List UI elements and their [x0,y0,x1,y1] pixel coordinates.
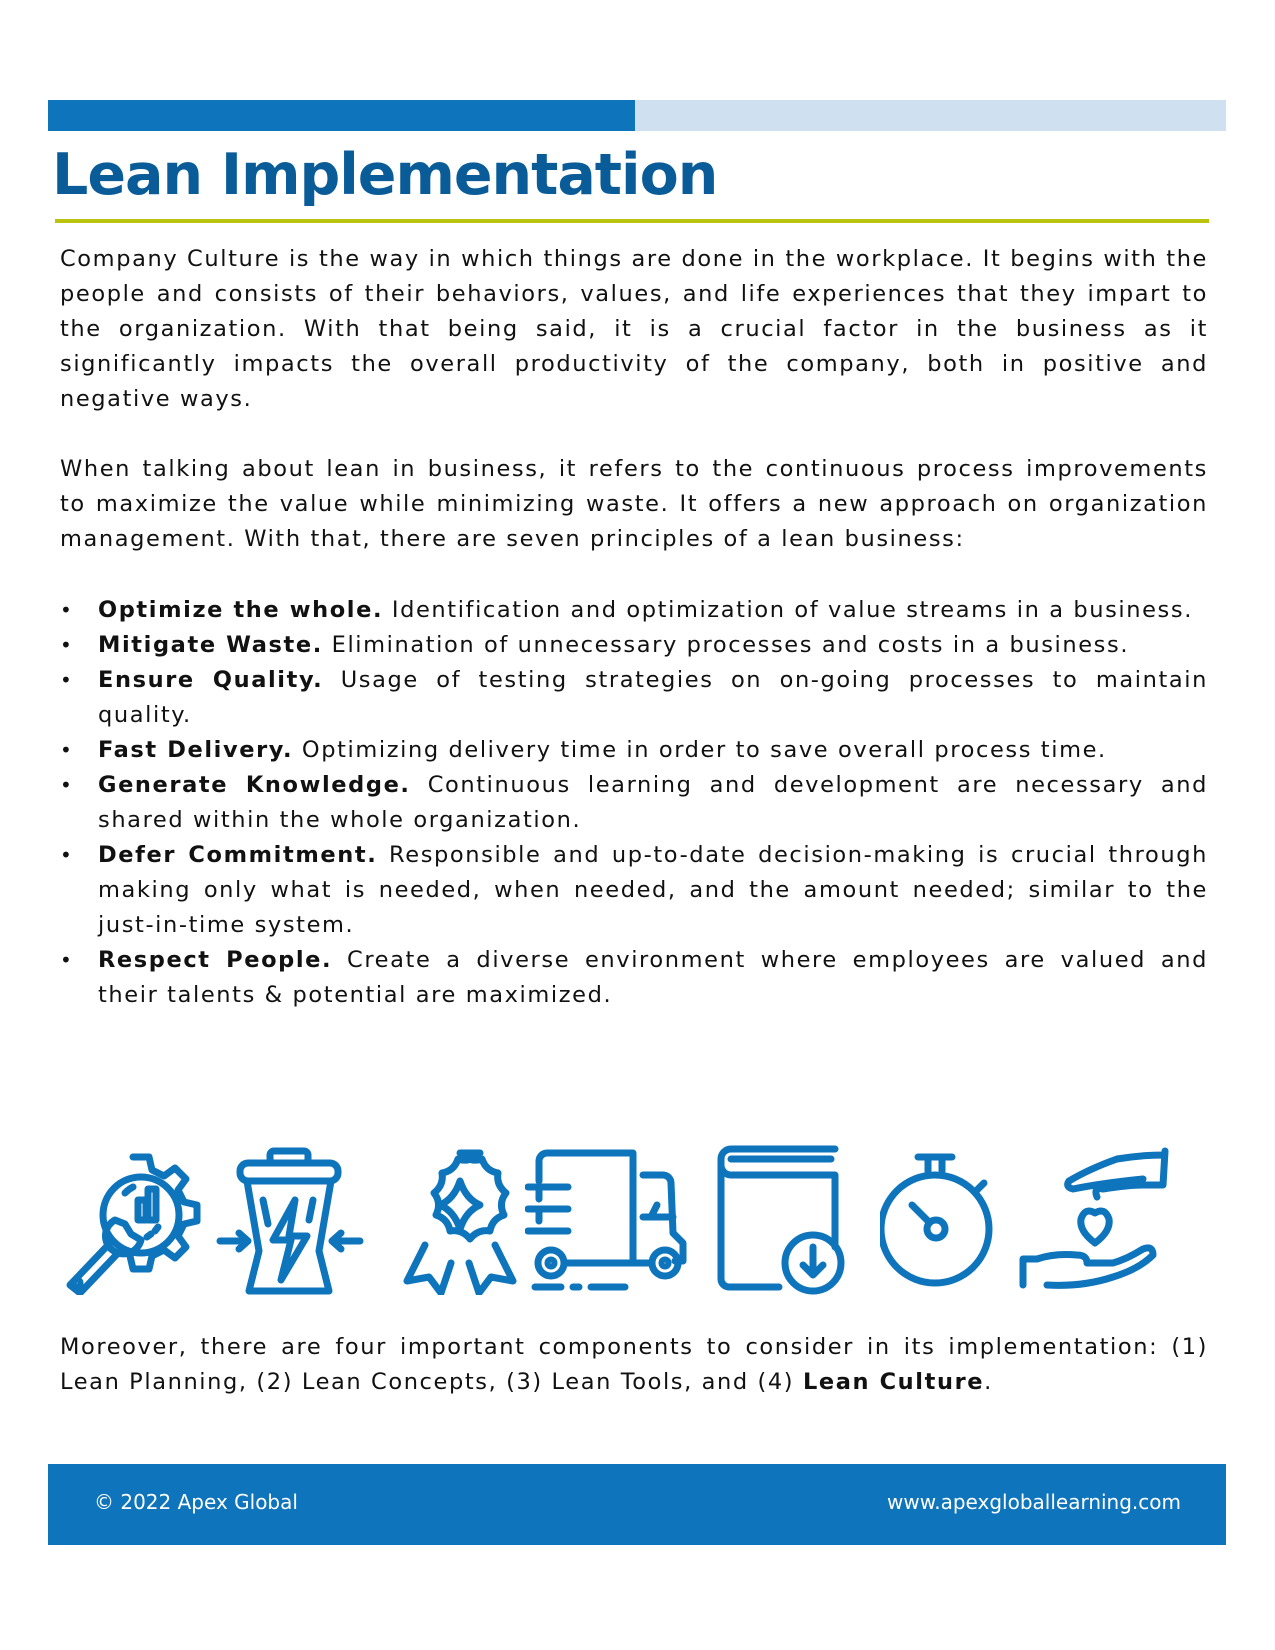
principle-text: Create a diverse environment where employees are valued and their talents & potential are maximized. [98,947,1208,1008]
delivery-truck-icon [525,1145,695,1295]
principle-title: Generate Knowledge. [98,772,411,798]
principles-list [60,593,1208,1013]
gear-wrench-chart-icon [55,1145,205,1295]
header-accent-bar-dark [48,100,635,131]
principle-item [60,663,1208,733]
intro-paragraph-culture: Company Culture is the way in which things are done in the workplace. It begins with the people and consists of their behaviors, values, and life experiences that they impart to the organization. With that being said, it is a crucial factor in the business as it significantly impacts the overall productivity of the company, both in positive and negative ways. [60,246,1208,412]
principle-text: Optimizing delivery time in order to save overall process time. [293,737,1107,763]
compressed-trash-bin-icon [215,1145,365,1295]
bullet-icon: • [60,598,74,622]
conclusion-paragraph [60,1330,1208,1400]
title-underline [55,219,1209,223]
bullet-icon: • [60,773,74,797]
principle-item [60,943,1208,1013]
principles-icon-row [55,1145,1225,1295]
principle-item [60,628,1208,663]
hand-heart-icon [1015,1145,1175,1295]
bullet-icon: • [60,668,74,692]
principle-text: Responsible and up-to-date decision-making is crucial through making only what is needed, when needed, and the amount needed; similar to the just-in-time system. [98,842,1208,938]
book-download-icon [717,1145,857,1295]
principle-item [60,733,1208,768]
footer-copyright: © 2022 Apex Global [94,1490,298,1514]
principle-title: Defer Commitment. [98,842,378,868]
principle-title: Fast Delivery. [98,737,294,763]
stopwatch-icon [880,1145,1000,1295]
principle-item [60,593,1208,628]
principle-item [60,768,1208,838]
principle-title: Mitigate Waste. [98,632,323,658]
bullet-icon: • [60,738,74,762]
intro-paragraph-lean: When talking about lean in business, it refers to the continuous process improvements to maximize the value while minimizing waste. It offers a new approach on organization management. With that, there are seven principles of a lean business: [60,456,1208,552]
quality-badge-icon [395,1145,525,1295]
principle-title: Ensure Quality. [98,667,324,693]
principle-title: Respect People. [98,947,333,973]
header-accent-bar [48,100,1226,131]
bullet-icon: • [60,633,74,657]
principle-text: Identification and optimization of value streams in a business. [383,597,1193,623]
principle-text: Continuous learning and development are necessary and shared within the whole organization. [98,772,1209,833]
bullet-icon: • [60,948,74,972]
page-footer [48,1464,1226,1545]
principle-item [60,838,1208,943]
principle-text: Usage of testing strategies on on-going processes to maintain quality. [98,667,1208,728]
conclusion-bold-text: Lean Culture [802,1369,985,1395]
page-title: Lean Implementation [52,142,718,208]
principle-title: Optimize the whole. [98,597,384,623]
conclusion-text: Moreover, there are four important components to consider in its implementation: (1) Lean Planning, (2) Lean Concepts, (3) Lean Tools, and (4) [60,1334,1208,1395]
principle-text: Elimination of unnecessary processes and costs in a business. [322,632,1130,658]
footer-website-link[interactable]: www.apexgloballearning.com [887,1490,1181,1514]
conclusion-end: . [984,1369,993,1395]
bullet-icon: • [60,843,74,867]
